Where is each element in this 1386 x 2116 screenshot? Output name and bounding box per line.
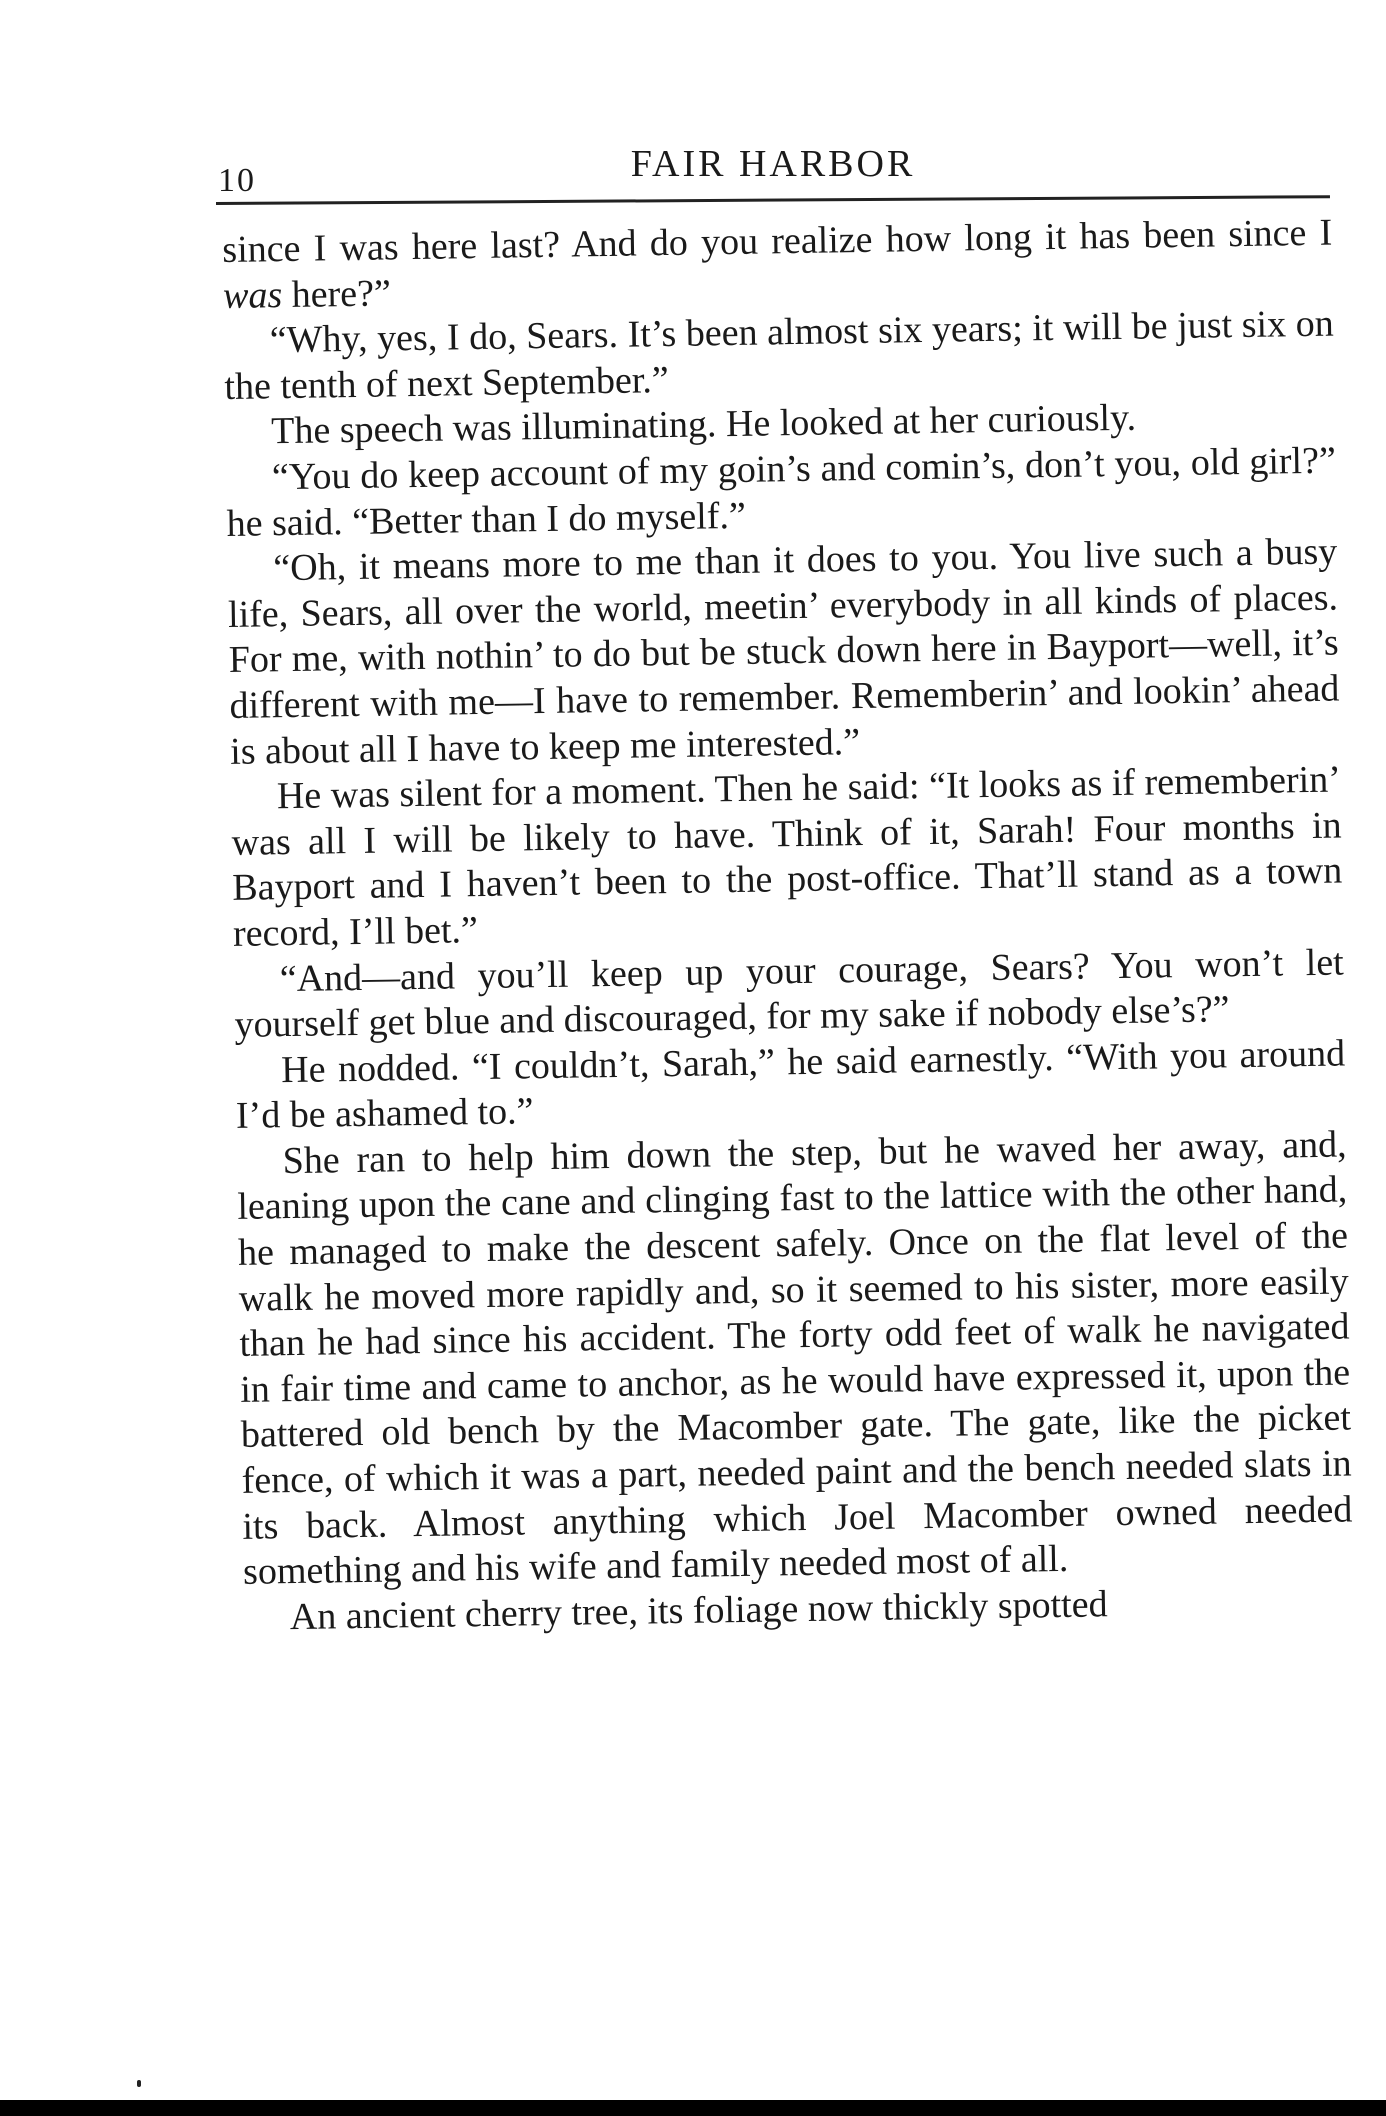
paragraph-7: “And—and you’ll keep up your courage, Sears? You won’t let yourself get blue and discouraged, for my sake if nobody else’s?” xyxy=(234,940,1344,1046)
paragraph-10: An ancient cherry tree, its foliage now thickly spotted xyxy=(289,1583,1108,1638)
paragraph-5: “Oh, it means more to me than it does to you. You live such a busy life, Sears, all over the world, meetin’ everybody in all kinds of places. For me, with nothin’ to do but be stuck down here in Bayport—well, it’s different with me—I have to remember. Rememberin’ and lookin’ ahead is about all I have to keep me interested.” xyxy=(227,530,1340,773)
running-title: FAIR HARBOR xyxy=(630,143,916,185)
paragraph-6: He was silent for a moment. Then he said: “It looks as if rememberin’ was all I will be likely to have. Think of it, Sarah! Four months in Bayport and I haven’t been to the post-office. That’ll stand as a town record, I’ll bet.” xyxy=(231,758,1343,955)
paragraph-2: “Why, yes, I do, Sears. It’s been almost six years; it will be just six on the tenth of next September.” xyxy=(224,302,1334,408)
paragraph-1 xyxy=(222,211,1333,320)
ink-speck xyxy=(137,2080,141,2087)
paragraph-4: “You do keep account of my goin’s and comin’s, don’t you, old girl?” he said. “Better than I do myself.” xyxy=(226,439,1337,545)
paragraph-3: The speech was illuminating. He looked at her curiously. xyxy=(270,397,1137,453)
paragraph-1-text-before: since I was here last? And do you realize how long it has been since I xyxy=(222,211,1333,271)
body-text xyxy=(222,211,1354,1642)
paragraph-1-text-after: here?” xyxy=(281,271,392,316)
emphasis-was: was xyxy=(222,273,283,317)
scan-edge-band xyxy=(0,2100,1386,2116)
paragraph-8: He nodded. “I couldn’t, Sarah,” he said earnestly. “With you around I’d be ashamed to.” xyxy=(235,1032,1346,1138)
running-head xyxy=(218,140,1328,199)
paragraph-9: She ran to help him down the step, but he waved her away, and, leaning upon the cane and clinging fast to the lattice with the other hand, he managed to make the descent safely. Once on the flat level of the walk he moved more rapidly and, so it seemed to his sister, more easily than he had since his accident. The forty odd feet of walk he navigated in fair time and came to anchor, as he would have expressed it, upon the battered old bench by the Macomber gate. The gate, like the picket fence, of which it was a part, needed paint and the bench needed slats in its back. Almost anything which Joel Macomber owned needed something and his wife and family needed most of all. xyxy=(237,1123,1353,1594)
header-rule xyxy=(216,195,1330,205)
page-number: 10 xyxy=(218,162,256,199)
